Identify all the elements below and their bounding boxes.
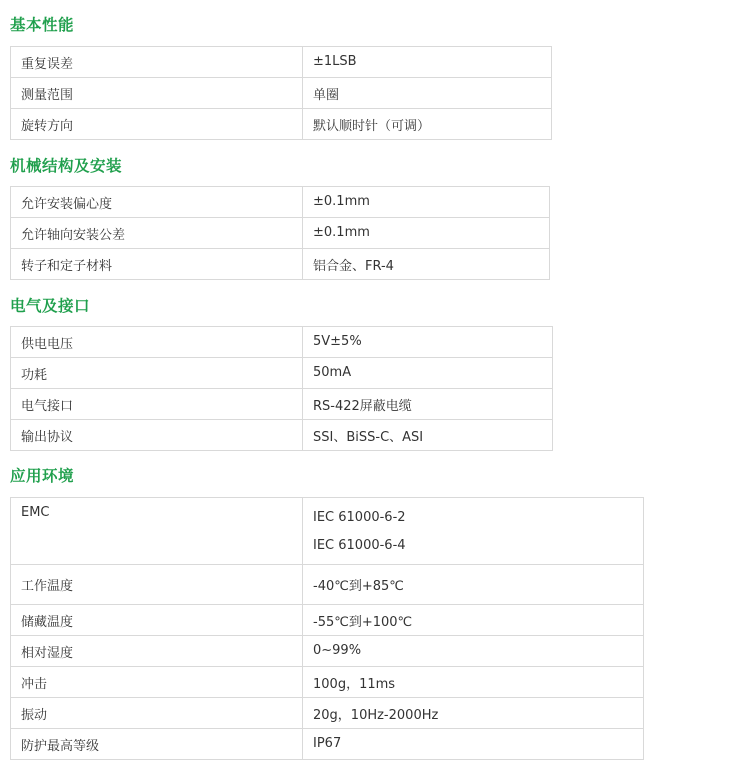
table-row (11, 358, 553, 389)
spec-value (303, 498, 644, 565)
spec-value: 20g，10Hz-2000Hz (303, 698, 644, 729)
table-row (11, 605, 644, 636)
spec-value: 默认顺时针（可调） (303, 109, 552, 140)
table-row (11, 218, 550, 249)
table-row (11, 565, 644, 605)
table-row (11, 729, 644, 760)
spec-value: 0~99% (303, 636, 644, 667)
spec-value: RS-422屏蔽电缆 (303, 389, 553, 420)
spec-label: 工作温度 (11, 565, 303, 605)
spec-value: SSI、BiSS-C、ASI (303, 420, 553, 451)
section-title-basic: 基本性能 (10, 16, 75, 34)
spec-label: 测量范围 (11, 78, 303, 109)
spec-table-electrical (10, 326, 553, 451)
spec-label: 输出协议 (11, 420, 303, 451)
spec-label: 旋转方向 (11, 109, 303, 140)
spec-label: 储藏温度 (11, 605, 303, 636)
spec-label: 冲击 (11, 667, 303, 698)
table-row (11, 47, 552, 78)
spec-value: ±1LSB (303, 47, 552, 78)
section-title-electrical: 电气及接口 (10, 297, 91, 315)
spec-label: 振动 (11, 698, 303, 729)
emc-standard-1: IEC 61000-6-2 (313, 510, 406, 525)
spec-value: -40℃到+85℃ (303, 565, 644, 605)
spec-value: 单圈 (303, 78, 552, 109)
table-row (11, 667, 644, 698)
spec-table-environment (10, 497, 644, 760)
spec-value: 铝合金、FR-4 (303, 249, 550, 280)
table-row (11, 498, 644, 565)
table-row (11, 389, 553, 420)
table-row (11, 698, 644, 729)
table-row (11, 78, 552, 109)
section-title-mechanical: 机械结构及安装 (10, 157, 123, 175)
table-row (11, 636, 644, 667)
spec-label: EMC (11, 498, 303, 565)
spec-label: 功耗 (11, 358, 303, 389)
table-row (11, 327, 553, 358)
spec-value: IP67 (303, 729, 644, 760)
spec-label: 重复误差 (11, 47, 303, 78)
spec-value: 5V±5% (303, 327, 553, 358)
spec-value: -55℃到+100℃ (303, 605, 644, 636)
spec-label: 防护最高等级 (11, 729, 303, 760)
section-title-environment: 应用环境 (10, 467, 75, 485)
table-row (11, 109, 552, 140)
table-row (11, 187, 550, 218)
spec-value: 50mA (303, 358, 553, 389)
spec-value: ±0.1mm (303, 187, 550, 218)
table-row (11, 420, 553, 451)
spec-table-basic (10, 46, 552, 140)
emc-standard-2: IEC 61000-6-4 (313, 538, 406, 553)
spec-label: 允许安装偏心度 (11, 187, 303, 218)
spec-label: 相对湿度 (11, 636, 303, 667)
spec-label: 电气接口 (11, 389, 303, 420)
table-row (11, 249, 550, 280)
spec-label: 转子和定子材料 (11, 249, 303, 280)
spec-table-mechanical (10, 186, 550, 280)
spec-label: 供电电压 (11, 327, 303, 358)
spec-label: 允许轴向安装公差 (11, 218, 303, 249)
spec-value: ±0.1mm (303, 218, 550, 249)
spec-value: 100g，11ms (303, 667, 644, 698)
